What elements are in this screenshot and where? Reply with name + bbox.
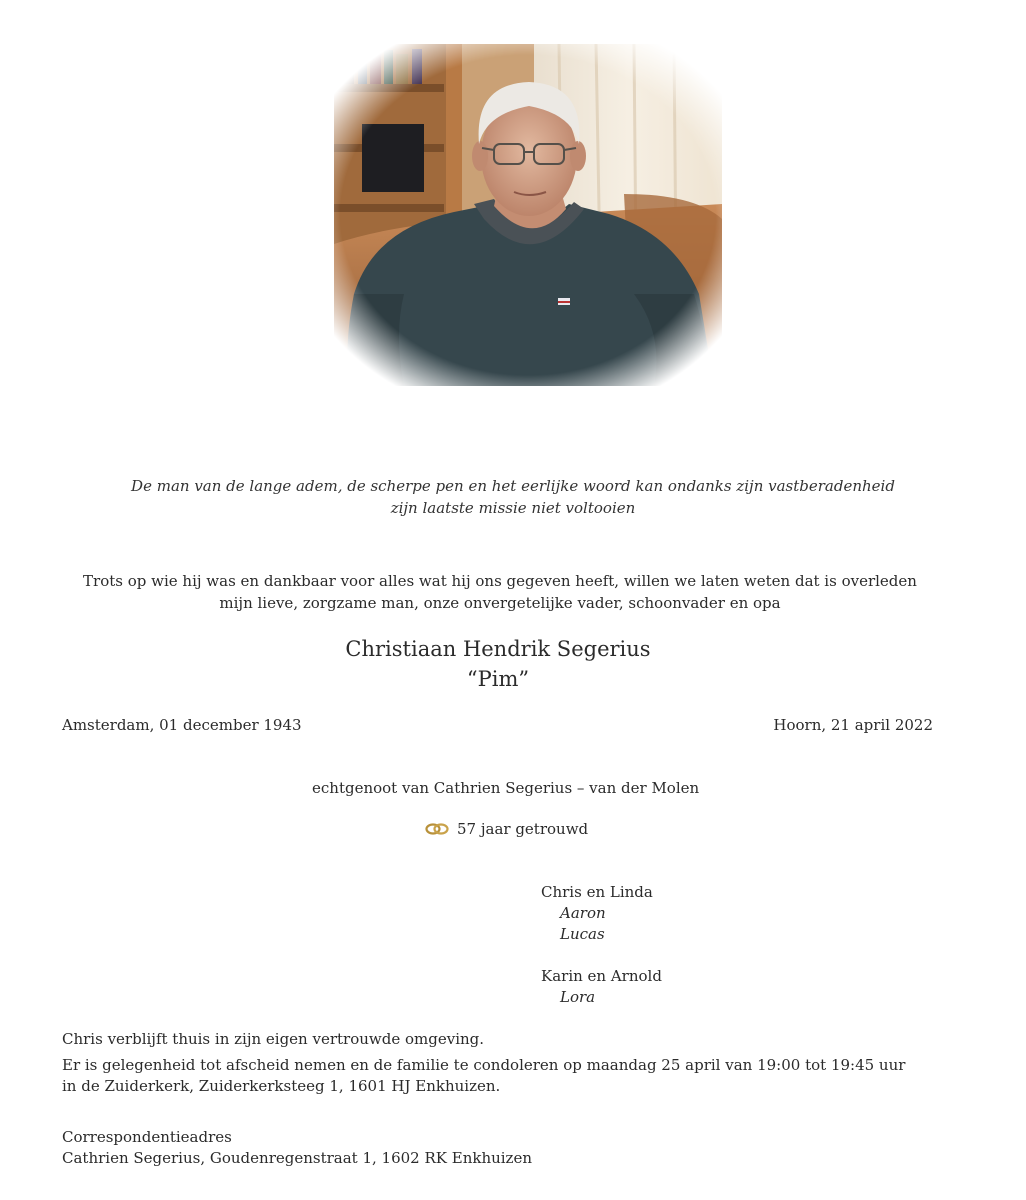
announcement bbox=[0, 570, 1000, 614]
marriage-years: 57 jaar getrouwd bbox=[457, 820, 589, 838]
details-line-2: Er is gelegenheid tot afscheid nemen en de familie te condoleren op maandag 25 april van 19:00 tot 19:45 uur bbox=[62, 1056, 906, 1074]
family-group-1-child-2: Lucas bbox=[560, 925, 605, 943]
family-group-2-child-1: Lora bbox=[560, 988, 596, 1006]
family-group-1-parents: Chris en Linda bbox=[541, 883, 653, 901]
portrait-photo bbox=[334, 44, 722, 386]
details-line-1: Chris verblijft thuis in zijn eigen vertrouwde omgeving. bbox=[62, 1030, 485, 1048]
family-group-1-child-1: Aaron bbox=[560, 904, 606, 922]
correspondence-address: Cathrien Segerius, Goudenregenstraat 1, 1602 RK Enkhuizen bbox=[62, 1149, 533, 1167]
announcement-line-1: Trots op wie hij was en dankbaar voor alles wat hij ons gegeven heeft, willen we laten weten dat is overleden bbox=[83, 572, 917, 590]
spouse-line: echtgenoot van Cathrien Segerius – van der Molen bbox=[312, 779, 700, 797]
birth-place-date: Amsterdam, 01 december 1943 bbox=[62, 716, 302, 734]
announcement-line-2: mijn lieve, zorgzame man, onze onvergetelijke vader, schoonvader en opa bbox=[219, 594, 781, 612]
details-line-3: in de Zuiderkerk, Zuiderkerksteeg 1, 1601 HJ Enkhuizen. bbox=[62, 1077, 501, 1095]
deceased-nickname: “Pim” bbox=[466, 667, 530, 691]
death-place-date: Hoorn, 21 april 2022 bbox=[773, 716, 933, 734]
quote-line-2: zijn laatste missie niet voltooien bbox=[390, 499, 636, 517]
quote bbox=[0, 475, 1026, 519]
correspondence-label: Correspondentieadres bbox=[62, 1128, 232, 1146]
family-group-2-parents: Karin en Arnold bbox=[541, 967, 662, 985]
quote-line-1: De man van de lange adem, de scherpe pen en het eerlijke woord kan ondanks zijn vastberadenheid bbox=[131, 477, 895, 495]
marriage-line bbox=[425, 819, 588, 842]
deceased-name: Christiaan Hendrik Segerius bbox=[345, 637, 651, 661]
wedding-rings-icon bbox=[425, 821, 449, 842]
